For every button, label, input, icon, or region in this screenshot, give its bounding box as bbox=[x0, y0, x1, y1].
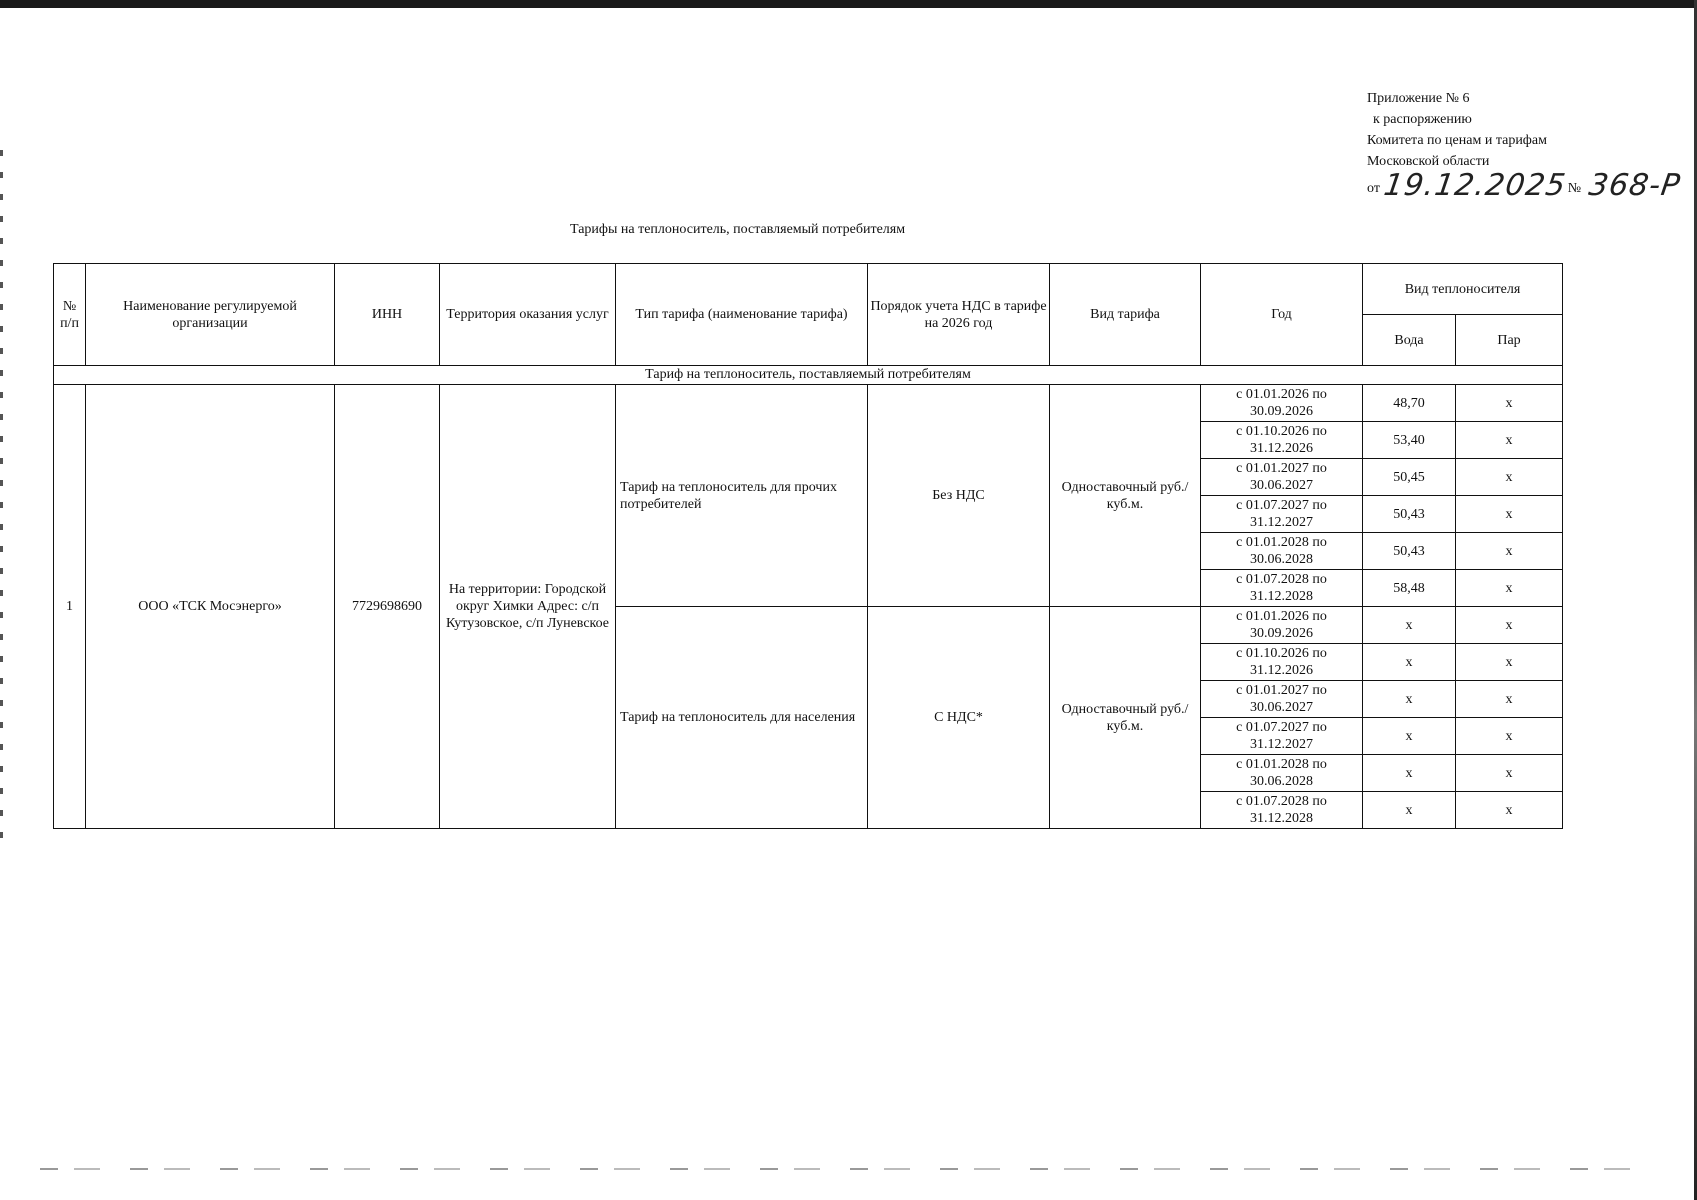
period-cell: с 01.10.2026 по 31.12.2026 bbox=[1201, 422, 1363, 459]
tariff-type-other: Тариф на теплоноситель для прочих потребителей bbox=[616, 385, 868, 607]
appendix-block bbox=[1367, 88, 1683, 203]
handwritten-number: 368-Р bbox=[1586, 168, 1683, 203]
water-value: х bbox=[1363, 681, 1456, 718]
period-cell: с 01.07.2027 по 31.12.2027 bbox=[1201, 718, 1363, 755]
header-num: № п/п bbox=[54, 264, 86, 366]
period-cell: с 01.01.2027 по 30.06.2027 bbox=[1201, 459, 1363, 496]
header-year: Год bbox=[1201, 264, 1363, 366]
water-value: х bbox=[1363, 792, 1456, 829]
vat-other: Без НДС bbox=[868, 385, 1050, 607]
steam-value: х bbox=[1456, 681, 1563, 718]
section-title: Тариф на теплоноситель, поставляемый потребителям bbox=[54, 366, 1563, 385]
header-org: Наименование регулируемой организации bbox=[86, 264, 335, 366]
water-value: х bbox=[1363, 607, 1456, 644]
water-value: 58,48 bbox=[1363, 570, 1456, 607]
period-cell: с 01.01.2027 по 30.06.2027 bbox=[1201, 681, 1363, 718]
period-cell: с 01.07.2027 по 31.12.2027 bbox=[1201, 496, 1363, 533]
water-value: 50,45 bbox=[1363, 459, 1456, 496]
document-title: Тарифы на теплоноситель, поставляемый потребителям bbox=[570, 222, 906, 237]
org-num: 1 bbox=[54, 385, 86, 829]
appendix-line-2: к распоряжению bbox=[1373, 112, 1472, 127]
water-value: 48,70 bbox=[1363, 385, 1456, 422]
steam-value: х bbox=[1456, 607, 1563, 644]
period-cell: с 01.10.2026 по 31.12.2026 bbox=[1201, 644, 1363, 681]
period-cell: с 01.07.2028 по 31.12.2028 bbox=[1201, 570, 1363, 607]
org-inn: 7729698690 bbox=[335, 385, 440, 829]
steam-value: х bbox=[1456, 385, 1563, 422]
period-cell: с 01.01.2028 по 30.06.2028 bbox=[1201, 533, 1363, 570]
water-value: 53,40 bbox=[1363, 422, 1456, 459]
period-cell: с 01.01.2026 по 30.09.2026 bbox=[1201, 385, 1363, 422]
tariff-table bbox=[53, 263, 1563, 829]
kind-other: Одноставочный руб./куб.м. bbox=[1050, 385, 1201, 607]
steam-value: х bbox=[1456, 496, 1563, 533]
scan-top-band bbox=[0, 0, 1697, 8]
steam-value: х bbox=[1456, 755, 1563, 792]
water-value: 50,43 bbox=[1363, 496, 1456, 533]
steam-value: х bbox=[1456, 459, 1563, 496]
water-value: х bbox=[1363, 755, 1456, 792]
period-cell: с 01.07.2028 по 31.12.2028 bbox=[1201, 792, 1363, 829]
table-row bbox=[54, 385, 1563, 422]
steam-value: х bbox=[1456, 422, 1563, 459]
header-tariff-kind: Вид тарифа bbox=[1050, 264, 1201, 366]
tariff-type-population: Тариф на теплоноситель для населения bbox=[616, 607, 868, 829]
from-label: от bbox=[1367, 181, 1380, 196]
kind-population: Одноставочный руб./куб.м. bbox=[1050, 607, 1201, 829]
period-cell: с 01.01.2026 по 30.09.2026 bbox=[1201, 607, 1363, 644]
steam-value: х bbox=[1456, 533, 1563, 570]
vat-population: С НДС* bbox=[868, 607, 1050, 829]
org-territory: На территории: Городской округ Химки Адрес: с/п Кутузовское, с/п Луневское bbox=[440, 385, 616, 829]
header-water: Вода bbox=[1363, 315, 1456, 366]
handwritten-date: 19.12.2025 bbox=[1381, 168, 1569, 203]
appendix-line-3: Комитета по ценам и тарифам bbox=[1367, 133, 1547, 148]
appendix-line-4: Московской области bbox=[1367, 154, 1490, 169]
water-value: х bbox=[1363, 644, 1456, 681]
header-vat-order: Порядок учета НДС в тарифе на 2026 год bbox=[868, 264, 1050, 366]
steam-value: х bbox=[1456, 718, 1563, 755]
water-value: 50,43 bbox=[1363, 533, 1456, 570]
steam-value: х bbox=[1456, 570, 1563, 607]
header-territory: Территория оказания услуг bbox=[440, 264, 616, 366]
scan-bottom-noise bbox=[40, 1168, 1640, 1170]
header-carrier: Вид теплоносителя bbox=[1363, 264, 1563, 315]
steam-value: х bbox=[1456, 644, 1563, 681]
header-inn: ИНН bbox=[335, 264, 440, 366]
org-name: ООО «ТСК Мосэнерго» bbox=[86, 385, 335, 829]
scan-left-edge-marks bbox=[0, 150, 3, 850]
number-label: № bbox=[1567, 181, 1582, 196]
order-date-number bbox=[1367, 168, 1683, 203]
appendix-line-1: Приложение № 6 bbox=[1367, 91, 1470, 106]
period-cell: с 01.01.2028 по 30.06.2028 bbox=[1201, 755, 1363, 792]
steam-value: х bbox=[1456, 792, 1563, 829]
header-steam: Пар bbox=[1456, 315, 1563, 366]
water-value: х bbox=[1363, 718, 1456, 755]
header-tariff-type: Тип тарифа (наименование тарифа) bbox=[616, 264, 868, 366]
